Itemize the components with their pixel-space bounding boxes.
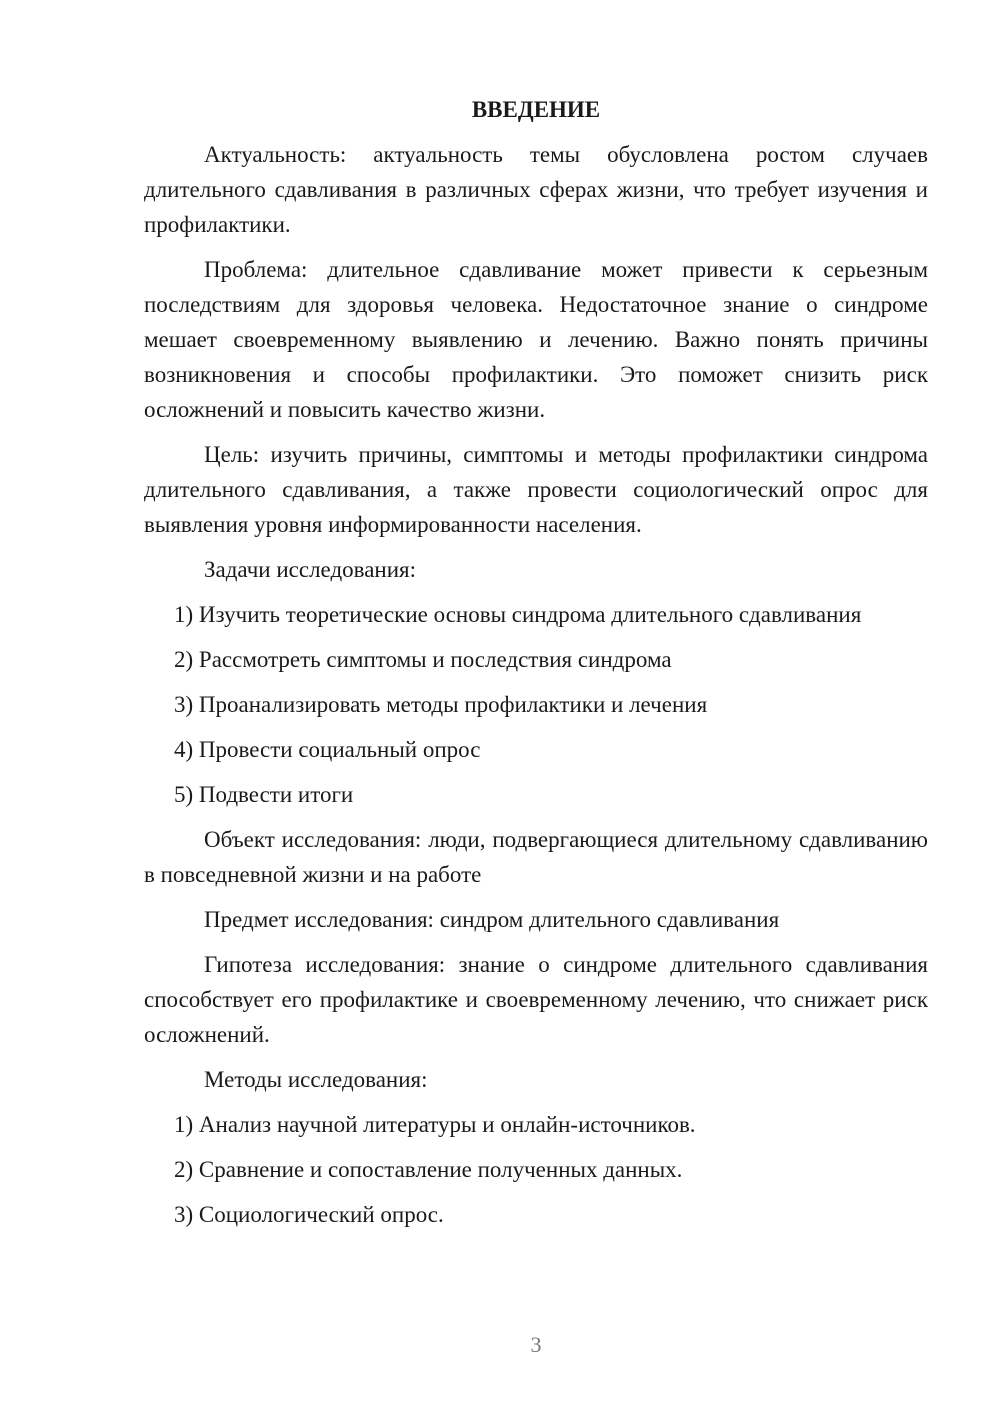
hypothesis-paragraph: Гипотеза исследования: знание о синдроме длительного сдавливания способствует его профилактике и своевременному лечению, что снижает риск осложнений. (144, 952, 928, 1047)
object-paragraph: Объект исследования: люди, подвергающиеся длительному сдавливанию в повседневной жизни и на работе (144, 827, 928, 887)
method-item: 3) Социологический опрос. (174, 1202, 444, 1227)
task-item: 3) Проанализировать методы профилактики и лечения (174, 692, 708, 717)
relevance-paragraph: Актуальность: актуальность темы обусловлена ростом случаев длительного сдавливания в различных сферах жизни, что требует изучения и профилактики. (144, 142, 928, 237)
tasks-heading: Задачи исследования: (204, 557, 417, 582)
page-number: 3 (530, 1332, 542, 1357)
goal-paragraph: Цель: изучить причины, симптомы и методы профилактики синдрома длительного сдавливания, а также провести социологический опрос для выявления уровня информированности населения. (144, 442, 928, 537)
task-item: 1) Изучить теоретические основы синдрома длительного сдавливания (174, 602, 862, 627)
task-item: 4) Провести социальный опрос (174, 737, 481, 762)
method-item: 1) Анализ научной литературы и онлайн-источников. (174, 1112, 696, 1137)
document-page (144, 92, 928, 1232)
task-item: 2) Рассмотреть симптомы и последствия синдрома (174, 647, 672, 672)
page-heading: ВВЕДЕНИЕ (471, 97, 601, 122)
problem-paragraph: Проблема: длительное сдавливание может привести к серьезным последствиям для здоровья человека. Недостаточное знание о синдроме мешает своевременному выявлению и лечению. Важно понять причины возникновения и способы профилактики. Это поможет снизить риск осложнений и повысить качество жизни. (144, 257, 928, 422)
method-item: 2) Сравнение и сопоставление полученных данных. (174, 1157, 683, 1182)
subject-paragraph: Предмет исследования: синдром длительного сдавливания (204, 907, 780, 932)
task-item: 5) Подвести итоги (174, 782, 354, 807)
methods-heading: Методы исследования: (204, 1067, 428, 1092)
